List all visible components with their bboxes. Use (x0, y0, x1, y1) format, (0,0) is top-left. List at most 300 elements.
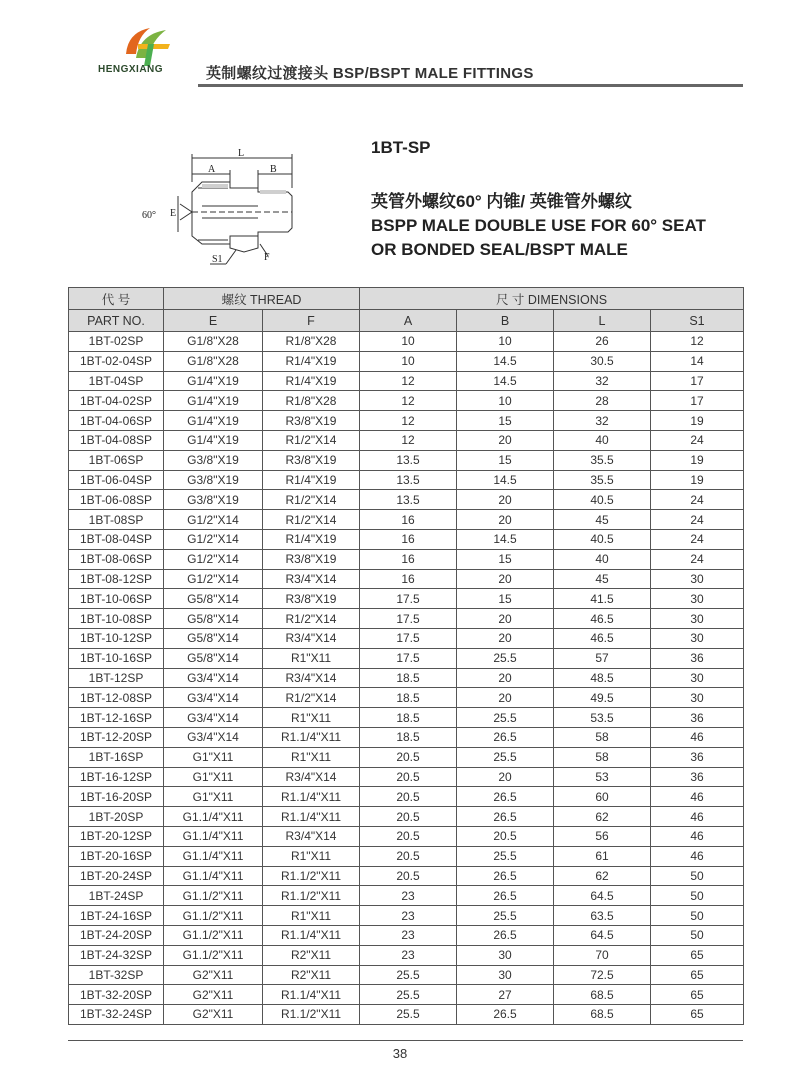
table-cell: 30 (651, 609, 744, 629)
table-cell: R1.1/2"X11 (263, 866, 360, 886)
table-cell: 65 (651, 1005, 744, 1025)
table-cell: R1"X11 (263, 747, 360, 767)
table-cell: R1.1/2"X11 (263, 1005, 360, 1025)
table-cell: 15 (457, 589, 554, 609)
table-cell: R3/8"X19 (263, 589, 360, 609)
table-cell: 12 (360, 391, 457, 411)
part-number-cell: 1BT-02-04SP (69, 351, 164, 371)
table-row (69, 925, 744, 945)
table-cell: 18.5 (360, 688, 457, 708)
table-cell: G1.1/4"X11 (164, 866, 263, 886)
table-cell: G1.1/2"X11 (164, 886, 263, 906)
table-cell: 36 (651, 767, 744, 787)
table-cell: G1/2"X14 (164, 569, 263, 589)
table-cell: 20 (457, 668, 554, 688)
table-row (69, 747, 744, 767)
table-row (69, 430, 744, 450)
part-number-cell: 1BT-12-16SP (69, 708, 164, 728)
table-cell: 40.5 (554, 529, 651, 549)
table-cell: R1"X11 (263, 846, 360, 866)
fitting-drawing (140, 148, 320, 273)
table-cell: G1.1/2"X11 (164, 925, 263, 945)
table-row (69, 371, 744, 391)
table-cell: 20.5 (360, 826, 457, 846)
part-number-cell: 1BT-20-24SP (69, 866, 164, 886)
part-number-cell: 1BT-12-20SP (69, 727, 164, 747)
table-cell: 24 (651, 490, 744, 510)
table-cell: 35.5 (554, 470, 651, 490)
part-number-cell: 1BT-08-12SP (69, 569, 164, 589)
table-cell: 27 (457, 985, 554, 1005)
table-row (69, 708, 744, 728)
part-number-cell: 1BT-12SP (69, 668, 164, 688)
table-cell: 25.5 (360, 965, 457, 985)
column-header: A (360, 310, 457, 332)
table-cell: G1/4"X19 (164, 391, 263, 411)
table-cell: G2"X11 (164, 965, 263, 985)
dim-label-S1: S1 (212, 254, 223, 265)
part-number-cell: 1BT-24SP (69, 886, 164, 906)
dim-label-F: F (264, 252, 270, 263)
table-cell: R3/8"X19 (263, 549, 360, 569)
part-number-cell: 1BT-20-16SP (69, 846, 164, 866)
angle-label: 60° (142, 210, 156, 221)
table-header-row (69, 288, 744, 310)
table-cell: 16 (360, 529, 457, 549)
table-cell: 13.5 (360, 490, 457, 510)
table-cell: 20.5 (360, 846, 457, 866)
table-cell: R3/4"X14 (263, 628, 360, 648)
part-number-cell: 1BT-08-04SP (69, 529, 164, 549)
table-cell: R1.1/4"X11 (263, 787, 360, 807)
table-cell: 20 (457, 767, 554, 787)
table-cell: 20.5 (360, 747, 457, 767)
table-cell: 25.5 (360, 985, 457, 1005)
part-number-cell: 1BT-12-08SP (69, 688, 164, 708)
table-cell: 25.5 (457, 708, 554, 728)
part-number-cell: 1BT-24-16SP (69, 906, 164, 926)
table-cell: 14.5 (457, 470, 554, 490)
table-cell: R1/2"X14 (263, 430, 360, 450)
table-cell: 19 (651, 411, 744, 431)
table-cell: 25.5 (360, 1005, 457, 1025)
column-header: E (164, 310, 263, 332)
table-cell: 20 (457, 628, 554, 648)
table-cell: 24 (651, 529, 744, 549)
table-cell: 40 (554, 549, 651, 569)
table-cell: 17.5 (360, 609, 457, 629)
part-number-cell: 1BT-16SP (69, 747, 164, 767)
table-cell: R1/2"X14 (263, 510, 360, 530)
table-cell: 20.5 (360, 787, 457, 807)
table-row (69, 826, 744, 846)
part-number-cell: 1BT-20-12SP (69, 826, 164, 846)
table-cell: R1/2"X14 (263, 490, 360, 510)
table-cell: G1.1/4"X11 (164, 826, 263, 846)
table-cell: 65 (651, 985, 744, 1005)
table-row (69, 510, 744, 530)
table-cell: 46 (651, 727, 744, 747)
table-cell: 45 (554, 569, 651, 589)
table-cell: 46.5 (554, 628, 651, 648)
spec-table (68, 287, 744, 1025)
table-cell: 53.5 (554, 708, 651, 728)
part-number-cell: 1BT-08SP (69, 510, 164, 530)
part-number-cell: 1BT-02SP (69, 332, 164, 352)
table-cell: R2"X11 (263, 945, 360, 965)
table-cell: 12 (360, 371, 457, 391)
table-cell: R1.1/2"X11 (263, 886, 360, 906)
table-cell: R1"X11 (263, 648, 360, 668)
table-row (69, 332, 744, 352)
table-cell: R3/8"X19 (263, 450, 360, 470)
table-cell: G1/4"X19 (164, 411, 263, 431)
table-cell: 20 (457, 609, 554, 629)
table-cell: G1/4"X19 (164, 371, 263, 391)
table-cell: 17.5 (360, 648, 457, 668)
table-cell: 30 (651, 628, 744, 648)
table-cell: 24 (651, 510, 744, 530)
table-row (69, 727, 744, 747)
table-row (69, 906, 744, 926)
part-number-cell: 1BT-06SP (69, 450, 164, 470)
product-description (371, 190, 706, 262)
table-cell: 14.5 (457, 371, 554, 391)
table-cell: 25.5 (457, 747, 554, 767)
table-cell: 45 (554, 510, 651, 530)
table-cell: 36 (651, 648, 744, 668)
table-cell: 72.5 (554, 965, 651, 985)
table-cell: R3/4"X14 (263, 668, 360, 688)
page-number: 38 (392, 1046, 408, 1061)
table-cell: 14.5 (457, 529, 554, 549)
table-cell: 23 (360, 945, 457, 965)
table-cell: 17.5 (360, 628, 457, 648)
part-number-cell: 1BT-04-06SP (69, 411, 164, 431)
part-number-cell: 1BT-16-12SP (69, 767, 164, 787)
part-number-cell: 1BT-10-12SP (69, 628, 164, 648)
table-row (69, 628, 744, 648)
table-row (69, 529, 744, 549)
table-cell: 48.5 (554, 668, 651, 688)
table-row (69, 569, 744, 589)
table-row (69, 787, 744, 807)
table-cell: 17 (651, 391, 744, 411)
table-row (69, 490, 744, 510)
part-number-cell: 1BT-32-24SP (69, 1005, 164, 1025)
table-cell: 62 (554, 866, 651, 886)
table-cell: G5/8"X14 (164, 628, 263, 648)
table-cell: 15 (457, 450, 554, 470)
table-cell: 10 (457, 391, 554, 411)
table-row (69, 985, 744, 1005)
part-number-cell: 1BT-32-20SP (69, 985, 164, 1005)
table-cell: 16 (360, 549, 457, 569)
table-cell: G1/4"X19 (164, 430, 263, 450)
table-cell: 25.5 (457, 648, 554, 668)
table-cell: G1.1/2"X11 (164, 906, 263, 926)
table-cell: 58 (554, 747, 651, 767)
table-cell: R3/4"X14 (263, 569, 360, 589)
table-cell: 20 (457, 430, 554, 450)
table-cell: 40.5 (554, 490, 651, 510)
table-cell: 23 (360, 886, 457, 906)
table-cell: G1/2"X14 (164, 529, 263, 549)
table-cell: G1.1/4"X11 (164, 807, 263, 827)
product-code: 1BT-SP (371, 138, 431, 157)
table-cell: 10 (457, 332, 554, 352)
table-cell: 15 (457, 411, 554, 431)
table-cell: 35.5 (554, 450, 651, 470)
column-header: S1 (651, 310, 744, 332)
header-partno: PART NO. (69, 310, 164, 332)
table-cell: 68.5 (554, 1005, 651, 1025)
table-cell: 64.5 (554, 925, 651, 945)
part-number-cell: 1BT-24-32SP (69, 945, 164, 965)
table-cell: G5/8"X14 (164, 648, 263, 668)
table-cell: 26.5 (457, 1005, 554, 1025)
table-cell: R1/4"X19 (263, 371, 360, 391)
table-cell: G5/8"X14 (164, 609, 263, 629)
table-cell: 58 (554, 727, 651, 747)
table-cell: 26.5 (457, 807, 554, 827)
table-cell: R1.1/4"X11 (263, 807, 360, 827)
table-row (69, 411, 744, 431)
table-cell: G3/4"X14 (164, 708, 263, 728)
table-cell: G1.1/4"X11 (164, 846, 263, 866)
table-cell: 30 (457, 945, 554, 965)
part-number-cell: 1BT-08-06SP (69, 549, 164, 569)
table-cell: 46 (651, 787, 744, 807)
header-thread: 螺纹 THREAD (164, 288, 360, 310)
table-cell: 20 (457, 490, 554, 510)
table-cell: 63.5 (554, 906, 651, 926)
table-row (69, 589, 744, 609)
table-cell: G3/4"X14 (164, 727, 263, 747)
table-cell: 26.5 (457, 866, 554, 886)
table-cell: 30 (457, 965, 554, 985)
table-cell: 46 (651, 846, 744, 866)
table-row (69, 648, 744, 668)
table-cell: 61 (554, 846, 651, 866)
table-cell: 32 (554, 371, 651, 391)
table-cell: 20.5 (360, 866, 457, 886)
table-cell: R1.1/4"X11 (263, 985, 360, 1005)
part-number-cell: 1BT-10-06SP (69, 589, 164, 609)
footer-divider (68, 1040, 743, 1041)
table-cell: 10 (360, 332, 457, 352)
table-cell: R2"X11 (263, 965, 360, 985)
part-number-cell: 1BT-10-08SP (69, 609, 164, 629)
table-row (69, 470, 744, 490)
table-cell: 18.5 (360, 727, 457, 747)
table-cell: G1/2"X14 (164, 549, 263, 569)
table-cell: 28 (554, 391, 651, 411)
table-cell: 25.5 (457, 846, 554, 866)
table-cell: R1/4"X19 (263, 351, 360, 371)
table-row (69, 450, 744, 470)
table-cell: 64.5 (554, 886, 651, 906)
table-cell: G1/8"X28 (164, 332, 263, 352)
table-cell: 46.5 (554, 609, 651, 629)
dim-label-E: E (170, 208, 177, 219)
table-row (69, 965, 744, 985)
part-number-cell: 1BT-10-16SP (69, 648, 164, 668)
table-row (69, 945, 744, 965)
brand-name: HENGXIANG (98, 64, 164, 75)
table-cell: 24 (651, 549, 744, 569)
table-cell: 30.5 (554, 351, 651, 371)
description-en-line2: OR BONDED SEAL/BSPT MALE (371, 240, 628, 259)
table-row (69, 668, 744, 688)
table-row (69, 767, 744, 787)
part-number-cell: 1BT-20SP (69, 807, 164, 827)
table-cell: G3/8"X19 (164, 450, 263, 470)
table-cell: R1.1/4"X11 (263, 727, 360, 747)
table-cell: R1/8"X28 (263, 391, 360, 411)
table-cell: R1.1/4"X11 (263, 925, 360, 945)
table-row (69, 886, 744, 906)
table-subheader-row (69, 310, 744, 332)
table-cell: 23 (360, 925, 457, 945)
table-cell: 13.5 (360, 450, 457, 470)
table-cell: 30 (651, 589, 744, 609)
table-row (69, 351, 744, 371)
table-cell: 20.5 (360, 807, 457, 827)
table-cell: R1/2"X14 (263, 609, 360, 629)
table-cell: G1/2"X14 (164, 510, 263, 530)
table-row (69, 846, 744, 866)
table-cell: G1.1/2"X11 (164, 945, 263, 965)
header-dimensions: 尺 寸 DIMENSIONS (360, 288, 744, 310)
table-cell: G1"X11 (164, 767, 263, 787)
table-cell: 26 (554, 332, 651, 352)
table-cell: 26.5 (457, 925, 554, 945)
column-header: B (457, 310, 554, 332)
table-cell: R3/4"X14 (263, 826, 360, 846)
table-cell: 50 (651, 906, 744, 926)
table-cell: 20 (457, 688, 554, 708)
table-cell: 26.5 (457, 787, 554, 807)
table-cell: 10 (360, 351, 457, 371)
table-row (69, 688, 744, 708)
table-cell: 65 (651, 945, 744, 965)
table-cell: 19 (651, 470, 744, 490)
table-cell: 32 (554, 411, 651, 431)
table-row (69, 391, 744, 411)
table-cell: 20 (457, 510, 554, 530)
table-cell: 53 (554, 767, 651, 787)
table-row (69, 1005, 744, 1025)
table-cell: 56 (554, 826, 651, 846)
table-cell: 36 (651, 747, 744, 767)
table-cell: 50 (651, 866, 744, 886)
table-cell: G1/8"X28 (164, 351, 263, 371)
table-cell: G3/4"X14 (164, 668, 263, 688)
table-cell: G3/8"X19 (164, 490, 263, 510)
table-cell: 12 (360, 411, 457, 431)
table-cell: 62 (554, 807, 651, 827)
table-row (69, 609, 744, 629)
table-cell: G1"X11 (164, 747, 263, 767)
table-cell: R1/8"X28 (263, 332, 360, 352)
table-cell: 20.5 (457, 826, 554, 846)
dim-label-L: L (238, 148, 245, 159)
table-cell: R3/4"X14 (263, 767, 360, 787)
table-cell: G2"X11 (164, 985, 263, 1005)
header-divider (198, 84, 743, 87)
column-header: F (263, 310, 360, 332)
table-row (69, 549, 744, 569)
part-number-cell: 1BT-24-20SP (69, 925, 164, 945)
table-cell: 17.5 (360, 589, 457, 609)
table-cell: 12 (651, 332, 744, 352)
table-cell: 30 (651, 688, 744, 708)
table-cell: G2"X11 (164, 1005, 263, 1025)
table-cell: 18.5 (360, 708, 457, 728)
table-cell: 17 (651, 371, 744, 391)
table-cell: 24 (651, 430, 744, 450)
table-cell: 40 (554, 430, 651, 450)
table-cell: 46 (651, 807, 744, 827)
table-cell: 23 (360, 906, 457, 926)
table-cell: 15 (457, 549, 554, 569)
part-number-cell: 1BT-04SP (69, 371, 164, 391)
table-cell: 20 (457, 569, 554, 589)
header-partno-cn: 代 号 (69, 288, 164, 310)
table-cell: 25.5 (457, 906, 554, 926)
table-cell: 41.5 (554, 589, 651, 609)
table-cell: 70 (554, 945, 651, 965)
table-cell: 49.5 (554, 688, 651, 708)
table-cell: R1/2"X14 (263, 688, 360, 708)
table-cell: 16 (360, 569, 457, 589)
table-cell: G3/4"X14 (164, 688, 263, 708)
part-number-cell: 1BT-16-20SP (69, 787, 164, 807)
table-cell: 36 (651, 708, 744, 728)
dim-label-A: A (208, 164, 216, 175)
table-cell: 60 (554, 787, 651, 807)
table-cell: 13.5 (360, 470, 457, 490)
page-title: 英制螺纹过渡接头 BSP/BSPT MALE FITTINGS (206, 65, 534, 82)
table-cell: 30 (651, 569, 744, 589)
table-cell: 14 (651, 351, 744, 371)
description-cn: 英管外螺纹60° 内锥/ 英锥管外螺纹 (371, 192, 632, 211)
dim-label-B: B (270, 164, 277, 175)
table-cell: 20.5 (360, 767, 457, 787)
table-cell: 50 (651, 925, 744, 945)
table-cell: 65 (651, 965, 744, 985)
part-number-cell: 1BT-04-02SP (69, 391, 164, 411)
table-cell: 26.5 (457, 727, 554, 747)
part-number-cell: 1BT-04-08SP (69, 430, 164, 450)
table-cell: 57 (554, 648, 651, 668)
table-cell: G5/8"X14 (164, 589, 263, 609)
column-header: L (554, 310, 651, 332)
table-cell: 19 (651, 450, 744, 470)
table-cell: 46 (651, 826, 744, 846)
table-cell: 26.5 (457, 886, 554, 906)
table-cell: R1"X11 (263, 906, 360, 926)
part-number-cell: 1BT-32SP (69, 965, 164, 985)
part-number-cell: 1BT-06-04SP (69, 470, 164, 490)
table-cell: R1/4"X19 (263, 470, 360, 490)
table-cell: G1"X11 (164, 787, 263, 807)
table-cell: 30 (651, 668, 744, 688)
part-number-cell: 1BT-06-08SP (69, 490, 164, 510)
page-header (0, 0, 800, 90)
table-cell: R3/8"X19 (263, 411, 360, 431)
